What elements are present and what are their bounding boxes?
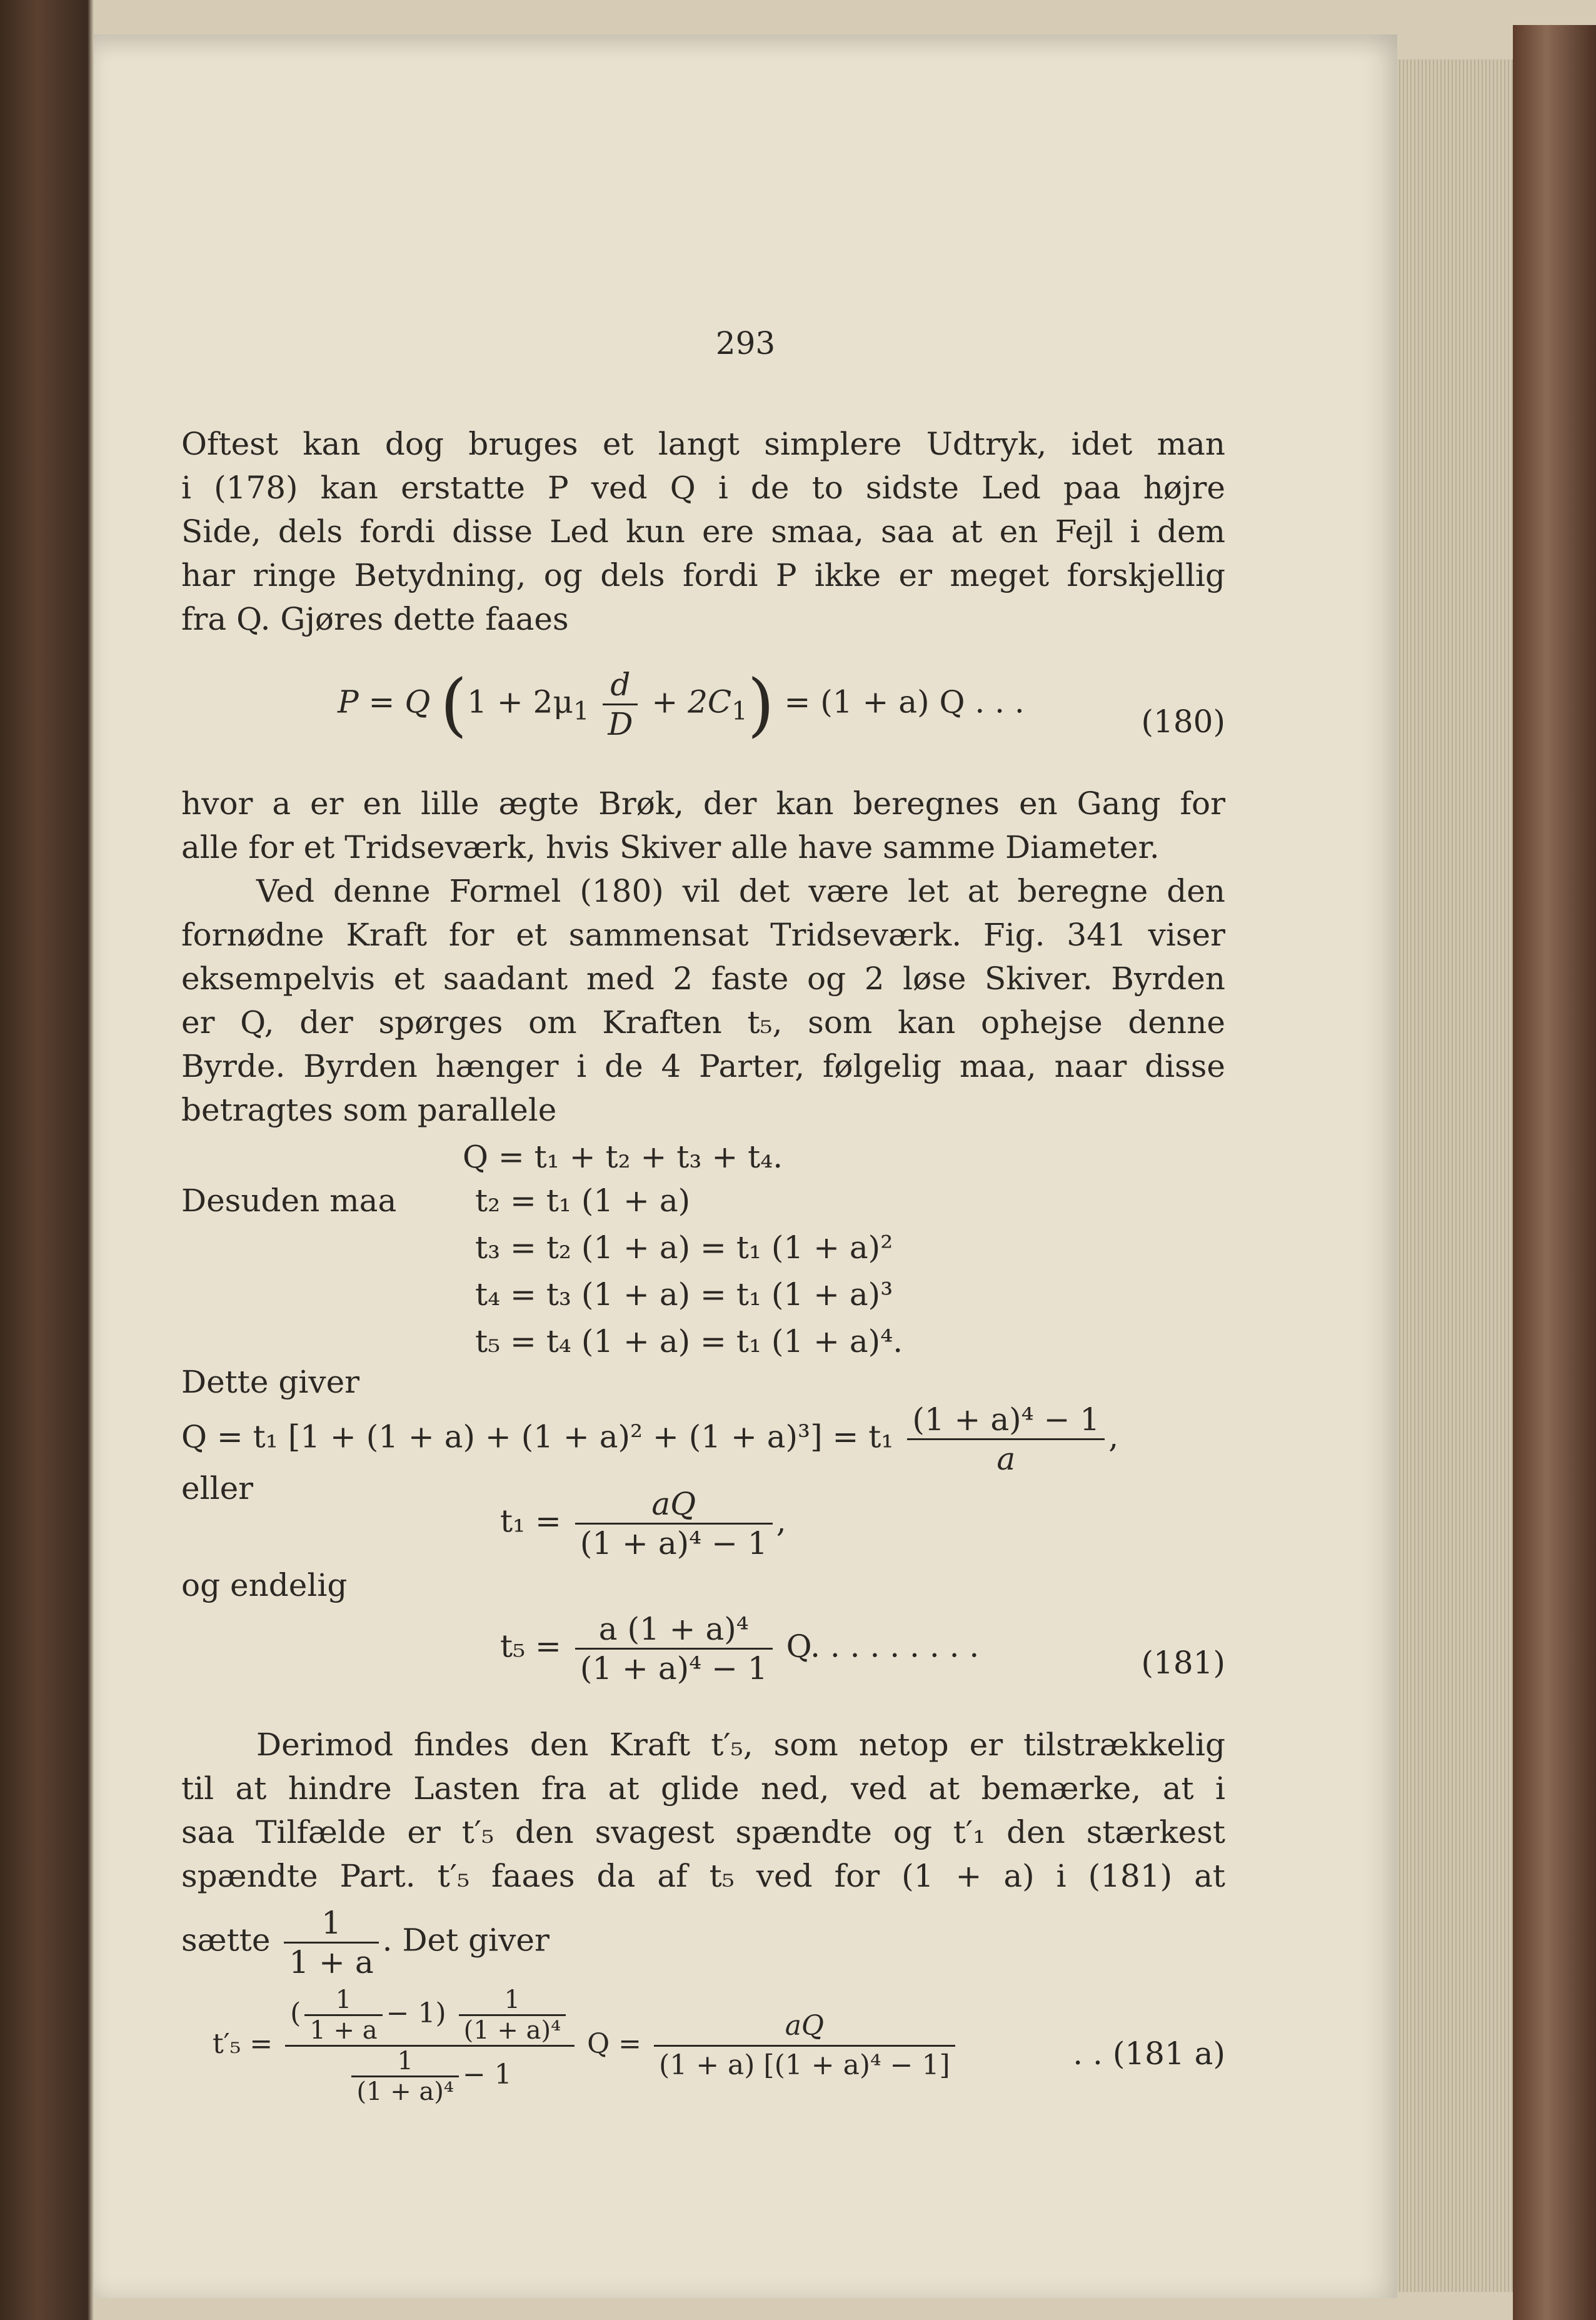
paragraph-line: saa Tilfælde er t′₅ den svagest spændte og t′₁ den stærkest [181,1814,1225,1850]
equation-Q: Q = t₁ [1 + (1 + a) + (1 + a)² + (1 + a)³] = t₁ $\frac{\text{(1 + a)⁴ − 1}}{a}$ , [181,1401,1119,1477]
equation-number: . . (181 a) [1073,2035,1225,2072]
paragraph-line: spændte Part. t′₅ faaes da af t₅ ved for (1 + a) i (181) at [181,1858,1225,1894]
page-number: 293 [715,325,776,361]
equation-number: (181) [1141,1645,1225,1681]
saette-line: sætte $\frac{1}{1 + a}$ . Det giver [181,1905,550,1980]
paragraph-line: Byrde. Byrden hænger i de 4 Parter, følgelig maa, naar disse [181,1048,1225,1084]
paragraph-line: Side, dels fordi disse Led kun ere smaa, saa at en Fejl i dem [181,513,1225,550]
paragraph-line: er Q, der spørges om Kraften t₅, som kan ophejse denne [181,1004,1225,1041]
equation-t1: t₁ = $\frac{aQ}{\text{(1 + a)⁴ − 1}}$ , [500,1486,786,1561]
paragraph-line: betragtes som parallele [181,1092,557,1128]
paragraph-line: i (178) kan erstatte P ved Q i de to sidste Led paa højre [181,470,1225,506]
label-desuden: Desuden maa [181,1183,397,1219]
paragraph-line: til at hindre Lasten fra at glide ned, ved at bemærke, at i [181,1770,1225,1807]
equation-chain-line: t₂ = t₁ (1 + a) [475,1183,691,1219]
paragraph-line: Oftest kan dog bruges et langt simplere Udtryk, idet man [181,426,1225,462]
label-eller: eller [181,1470,254,1506]
paragraph-line: fra Q. Gjøres dette faaes [181,601,569,637]
paragraph-line: hvor a er en lille ægte Brøk, der kan beregnes en Gang for [181,785,1225,822]
paragraph-line: fornødne Kraft for et sammensat Tridseværk. Fig. 341 viser [181,917,1225,953]
equation-181a: t′₅ = ( $\frac{1}{1 + a}$ − 1) $\frac{1}{\text{(1 + a)⁴}}$ $\frac{1}{\text{(1 + a)⁴}}$ − 1 Q = $\frac{aQ}{\text{(1 + a) [(1 + a)⁴ − 1]}}$ [213,1985,959,2106]
equation-chain-line: t₅ = t₄ (1 + a) = t₁ (1 + a)⁴. [475,1323,903,1359]
equation-chain-line: t₄ = t₃ (1 + a) = t₁ (1 + a)³ [475,1276,893,1313]
equation-number: (180) [1141,704,1225,740]
paragraph-line: Ved denne Formel (180) vil det være let at beregne den [256,873,1225,909]
paragraph-line: alle for et Tridseværk, hvis Skiver alle have samme Diameter. [181,829,1160,865]
paragraph-line: Derimod findes den Kraft t′₅, som netop er tilstrækkelig [256,1727,1225,1763]
equation-180: P = Q ($1 + 2\mu_1$ $\frac{d}{D}$ + $2C_1) = (1 + a)$ Q . . . [338,664,1025,745]
paragraph-line: har ringe Betydning, og dels fordi P ikke er meget forskjellig [181,557,1225,593]
equation-181: t₅ = $\frac{\text{a (1 + a)⁴}}{\text{(1 + a)⁴ − 1}}$ Q. . . . . . . . . [500,1611,980,1687]
equation-sum: Q = t₁ + t₂ + t₃ + t₄. [463,1139,783,1175]
label-og-endelig: og endelig [181,1567,348,1603]
equation-chain-line: t₃ = t₂ (1 + a) = t₁ (1 + a)² [475,1229,893,1266]
book-page [94,34,1397,2298]
label-dette-giver: Dette giver [181,1364,360,1400]
paragraph-line: eksempelvis et saadant med 2 faste og 2 løse Skiver. Byrden [181,961,1225,997]
book-cover-edge [1513,25,1596,2320]
